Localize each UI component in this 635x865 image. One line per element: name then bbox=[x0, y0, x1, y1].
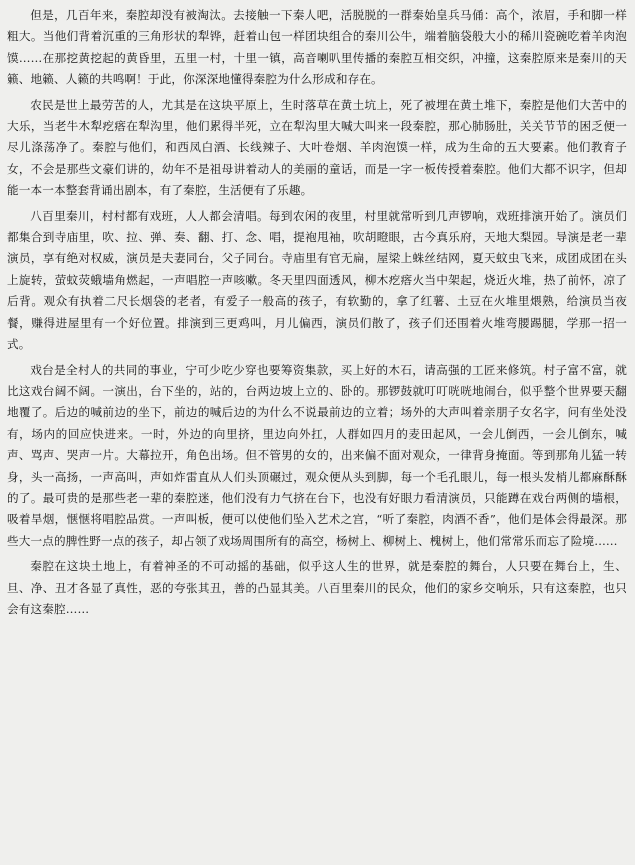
paragraph-3: 八百里秦川，村村都有戏班，人人都会清唱。每到农闲的夜里，村里就常听到几声锣响，戏班排演开始了。演员们都集合到寺庙里，吹、拉、弹、奏、翻、打、念、唱，提袍甩袖，吹胡瞪眼，古今真乐府，天地大梨园。导演是老一辈演员，享有绝对权威，演员是夫妻同台，父子同台。寺庙里有官无扁，屋梁上蛛丝结网，夏天蚊虫飞来，成团成团在头上旋转，萤蚊荧蛾墙角燃起，一声唱腔一声咳嗽。冬天里四面透风，柳木疙瘩火当中架起，烧近火堆，热了前怀，凉了后背。观众有执着二尺长烟袋的老者，有爱子一般高的孩子，有软勤的，拿了红薯、土豆在火堆里煨熟，给演员当夜餐，赚得进屋里有一个好位置。排演到三更鸡叫，月儿偏西，演员们散了，孩子们还围着火堆弯腰踢腿，学那一招一式。 bbox=[7, 208, 627, 352]
paragraph-2: 农民是世上最劳苦的人，尤其是在这块平原上，生时落草在黄土坑上，死了被埋在黄土堆下，秦腔是他们大苦中的大乐，当老牛木犁疙瘩在犁沟里，他们累得半死，立在犁沟里大喊大叫来一段秦腔，那心肺肠肚，关关节节的困乏便一尽儿涤荡净了。秦腔与他们，和西凤白酒、长线辣子、大叶卷烟、羊肉泡馍一样，成为生命的五大要素。他们教育子女，不会是那些文豪们讲的，幼年不是祖母讲着动人的美丽的童话，而是一字一板传授着秦腔。他们大都不识字，但却能一本一本整套背诵出剧本，有了秦腔，生活便有了乐趣。 bbox=[7, 97, 627, 198]
paragraph-4: 戏台是全村人的共同的事业，宁可少吃少穿也要筹资集款，买上好的木石，请高强的工匠来修筑。村子富不富，就比这戏台阔不阔。一演出，台下坐的，站的，台两边坡上立的、卧的。那锣鼓就叮叮咣咣地闹台，似乎整个世界要天翻地覆了。后边的喊前边的坐下，前边的喊后边的为什么不说最前边的立着；场外的大声叫着亲朋子女名字，问有坐处没有，场内的回应快进来。一时，外边的向里挤，里边向外扛，人群如四月的麦田起风，一会儿倒西，一会儿倒东，喊声、骂声、哭声一片。大幕拉开，角色出场。但不管男的女的，出来偏不面对观众，一律背身掩面。等到那角儿猛一转身，头一高扬，一声高叫，声如炸雷直从人们头顶碾过，观众便从头到脚，每一个毛孔眼儿，每一根头发梢儿都麻酥酥的了。最可贵的是那些老一辈的秦腔迷，他们没有力气挤在台下，也没有好眼力看清演员，只能蹲在戏台两侧的墙根，吸着旱烟，惬惬将唱腔品赏。一声叫板，便可以使他们坠入艺术之宫，“听了秦腔，肉酒不香”，他们是体会得最深。那些大一点的脾性野一点的孩子，却占领了戏场周围所有的高空，杨树上、柳树上、槐树上，他们常常乐而忘了险境…… bbox=[7, 362, 627, 548]
paragraph-1: 但是，几百年来，秦腔却没有被淘汰。去接触一下秦人吧，活脱脱的一群秦始皇兵马俑：高个，浓眉，手和脚一样粗大。当他们背着沉重的三角形状的犁铧，赶着山包一样团块组合的秦川公牛，端着脑袋般大小的稀川瓷碗吃着羊肉泡馍……在那挖黄挖起的黄昏里，五里一村，十里一镇，高音喇叭里传播的秦腔互相交织，冲撞，这秦腔原来是秦川的天籁、地籁、人籁的共鸣啊！于此，你深深地懂得秦腔为什么形成和存在。 bbox=[7, 8, 627, 87]
paragraph-5: 秦腔在这块土地上，有着神圣的不可动摇的基础，似乎这人生的世界，就是秦腔的舞台，人只要在舞台上，生、旦、净、丑才各显了真性，恶的夸张其丑，善的凸显其美。八百里秦川的民众，他们的家乡交响乐，只有这秦腔，也只会有这秦腔…… bbox=[7, 559, 627, 616]
